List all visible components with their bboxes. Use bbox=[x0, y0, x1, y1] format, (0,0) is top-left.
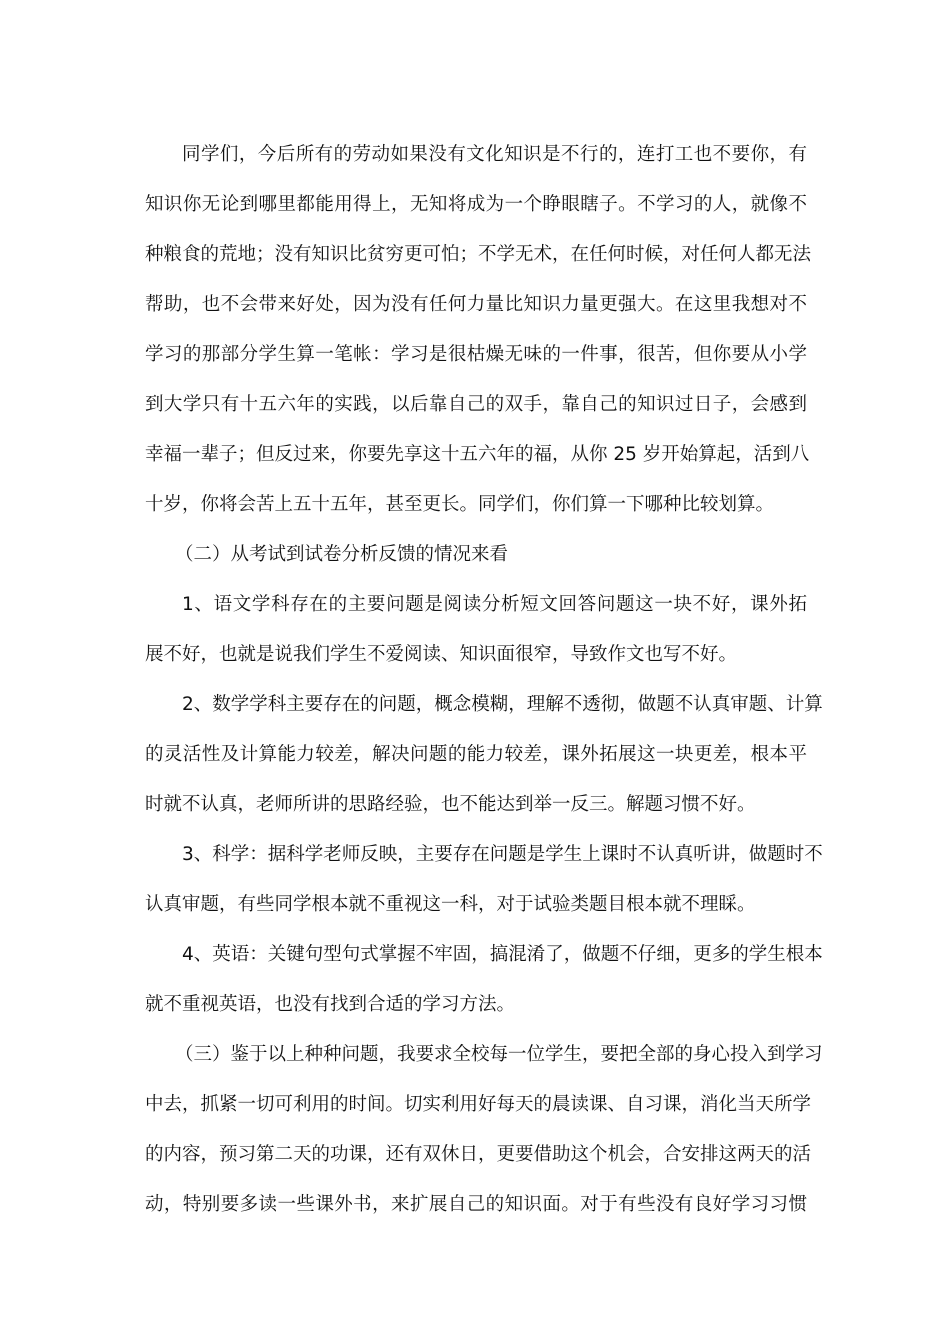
paragraph-science-subject bbox=[145, 830, 823, 930]
text-line: 时就不认真，老师所讲的思路经验，也不能达到举一反三。解题习惯不好。 bbox=[145, 794, 756, 815]
text-line: 同学们，今后所有的劳动如果没有文化知识是不行的，连打工也不要你，有 bbox=[182, 144, 807, 165]
text-line: 就不重视英语，也没有找到合适的学习方法。 bbox=[145, 994, 516, 1015]
paragraph-labor-knowledge bbox=[145, 130, 812, 530]
text-line: 知识你无论到哪里都能用得上，无知将成为一个睁眼瞎子。不学习的人，就像不 bbox=[145, 194, 807, 215]
text-line: 认真审题，有些同学根本就不重视这一科，对于试验类题目根本就不理睬。 bbox=[145, 894, 756, 915]
text-line: 4、英语：关键句型句式掌握不牢固，搞混淆了，做题不仔细，更多的学生根本 bbox=[182, 944, 823, 965]
text-line: 3、科学：据科学老师反映，主要存在问题是学生上课时不认真听讲，做题时不 bbox=[182, 844, 823, 865]
paragraph-math-subject bbox=[145, 680, 823, 830]
document-body bbox=[145, 130, 823, 1230]
text-line: 到大学只有十五六年的实践，以后靠自己的双手，靠自己的知识过日子，会感到 bbox=[145, 394, 807, 415]
section-heading-exam-analysis bbox=[145, 530, 807, 580]
paragraph-study-requirements bbox=[145, 1030, 823, 1230]
text-line: 幸福一辈子；但反过来，你要先享这十五六年的福，从你 25 岁开始算起，活到八 bbox=[145, 444, 810, 465]
text-line: 的内容，预习第二天的功课，还有双休日，更要借助这个机会，合安排这两天的活 bbox=[145, 1144, 812, 1165]
section-heading: （二）从考试到试卷分析反馈的情况来看 bbox=[175, 544, 509, 565]
text-line: 2、数学学科主要存在的问题，概念模糊，理解不透彻，做题不认真审题、计算 bbox=[182, 694, 823, 715]
text-line: 中去，抓紧一切可利用的时间。切实利用好每天的晨读课、自习课，消化当天所学 bbox=[145, 1094, 812, 1115]
text-line: 1、语文学科存在的主要问题是阅读分析短文回答问题这一块不好，课外拓 bbox=[182, 594, 807, 615]
text-line: 种粮食的荒地；没有知识比贫穷更可怕；不学无术，在任何时候，对任何人都无法 bbox=[145, 244, 812, 265]
text-line: 十岁，你将会苦上五十五年，甚至更长。同学们，你们算一下哪种比较划算。 bbox=[145, 494, 775, 515]
text-line: 帮助，也不会带来好处，因为没有任何力量比知识力量更强大。在这里我想对不 bbox=[145, 294, 807, 315]
paragraph-english-subject bbox=[145, 930, 823, 1030]
text-line: 展不好，也就是说我们学生不爱阅读、知识面很窄，导致作文也写不好。 bbox=[145, 644, 738, 665]
text-line: 动，特别要多读一些课外书，来扩展自己的知识面。对于有些没有良好学习习惯 bbox=[145, 1194, 807, 1215]
paragraph-chinese-subject bbox=[145, 580, 807, 680]
text-line: （三）鉴于以上种种问题，我要求全校每一位学生，要把全部的身心投入到学习 bbox=[175, 1044, 823, 1065]
text-line: 的灵活性及计算能力较差，解决问题的能力较差，课外拓展这一块更差，根本平 bbox=[145, 744, 807, 765]
text-line: 学习的那部分学生算一笔帐：学习是很枯燥无味的一件事，很苦，但你要从小学 bbox=[145, 344, 807, 365]
